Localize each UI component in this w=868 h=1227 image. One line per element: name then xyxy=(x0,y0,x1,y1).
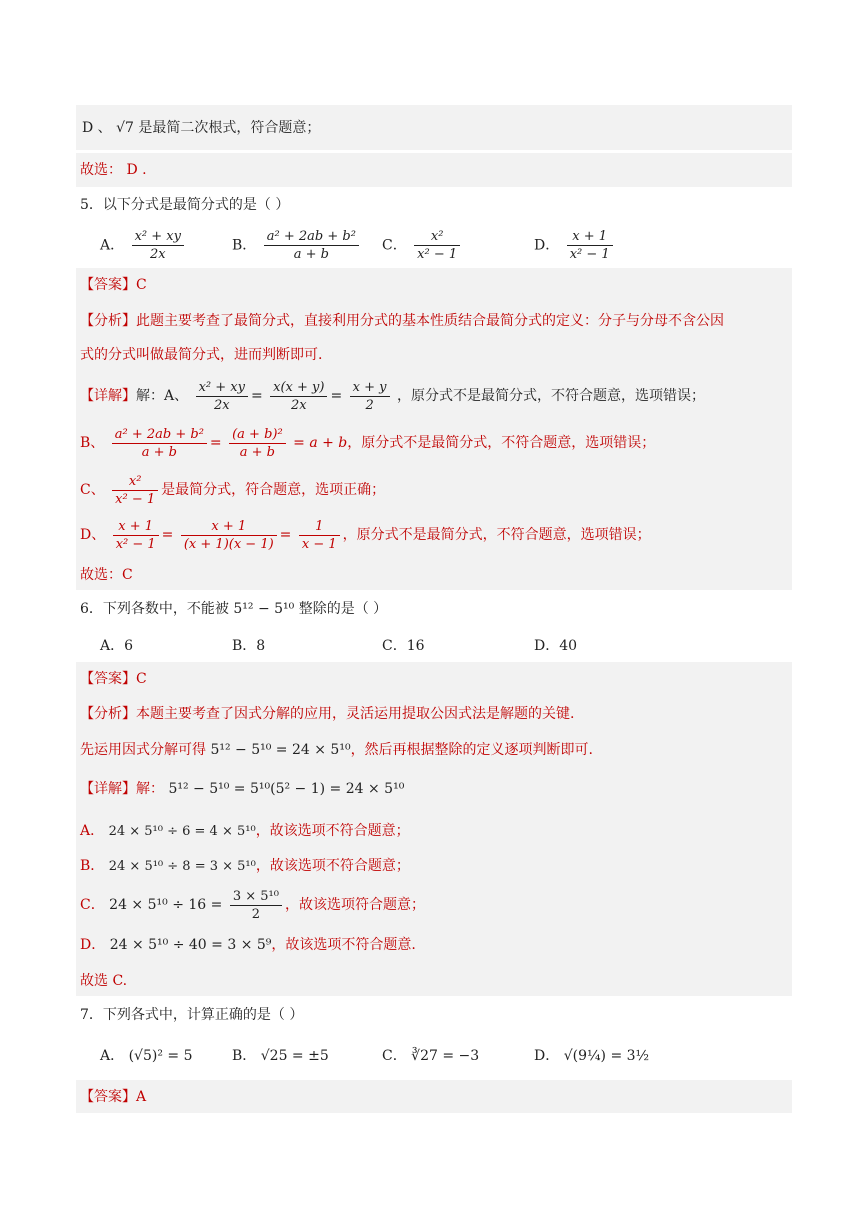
q5-detail-a-f2d: 2x xyxy=(291,397,307,413)
q5-option-c-label: C． xyxy=(382,237,407,254)
q5-detail-c-fn: x² xyxy=(112,473,158,491)
prev-d-prefix: D 、 xyxy=(82,120,112,136)
q5-detail-b-f1d: a + b xyxy=(141,444,177,460)
q6-detail-c xyxy=(80,886,425,924)
q5-option-a[interactable] xyxy=(100,228,187,263)
q5-option-c[interactable] xyxy=(382,228,463,263)
q5-answer: 【答案】C xyxy=(80,277,147,293)
q5-detail-b-prefix: B、 xyxy=(80,435,105,451)
q5-detail-b-eq: = a + b xyxy=(293,435,348,451)
q6-stem xyxy=(80,599,387,619)
q7-option-a-math: (√5)² = 5 xyxy=(128,1048,193,1064)
q6-analysis-2 xyxy=(80,740,593,760)
q5-option-c-den: x² − 1 xyxy=(417,247,458,262)
q5-option-c-num: x² xyxy=(414,228,460,246)
q6-option-c[interactable]: C．16 xyxy=(382,638,425,654)
q5-detail-tag: 【详解】 xyxy=(80,388,136,404)
q5-detail-b-f2d: a + b xyxy=(239,444,275,460)
q6-analysis-2-suffix: ，然后再根据整除的定义逐项判断即可. xyxy=(350,742,594,758)
q5-detail-c-prefix: C、 xyxy=(80,482,105,498)
q6-detail-c-math: 24 × 5¹⁰ ÷ 16 = xyxy=(109,897,223,913)
q5-option-d-label: D． xyxy=(534,237,560,254)
q5-analysis-1: 【分析】此题主要考查了最简分式，直接利用分式的基本性质结合最简分式的定义：分子与分母不含公因 xyxy=(80,313,724,329)
q6-detail-math: 5¹² − 5¹⁰ = 5¹⁰(5² − 1) = 24 × 5¹⁰ xyxy=(168,781,405,797)
q6-analysis-2-math: 5¹² − 5¹⁰ = 24 × 5¹⁰ xyxy=(210,742,351,758)
q6-detail-b-label: B． xyxy=(80,858,105,874)
q5-detail-d-f3d: x − 1 xyxy=(301,536,337,552)
prev-d-text: 是最简二次根式，符合题意； xyxy=(138,120,321,136)
q7-option-d-label: D． xyxy=(534,1048,560,1064)
q5-option-d-num: x + 1 xyxy=(567,228,613,246)
prev-d-math: √7 xyxy=(116,120,134,136)
q6-detail-d xyxy=(80,935,416,955)
q7-option-c-math: ∛27 = −3 xyxy=(411,1048,480,1064)
q6-option-b[interactable]: B．8 xyxy=(232,638,266,654)
q5-option-d-den: x² − 1 xyxy=(569,247,610,262)
q5-detail-c xyxy=(80,472,385,508)
q6-answer: 【答案】C xyxy=(80,671,147,687)
q5-option-b[interactable] xyxy=(232,228,362,263)
q5-detail-d-f1n: x + 1 xyxy=(113,518,159,536)
q6-stem-math: 5¹² − 5¹⁰ xyxy=(233,601,295,617)
q5-detail-d-f2d: (x + 1)(x − 1) xyxy=(183,536,274,552)
q5-detail-c-fd: x² − 1 xyxy=(115,491,156,507)
q6-choice: 故选 C. xyxy=(80,973,128,989)
prev-choice: 故选： D . xyxy=(80,162,147,178)
q6-stem-prefix: 6．下列各数中，不能被 xyxy=(80,601,229,617)
q6-option-a[interactable]: A．6 xyxy=(100,638,134,654)
q5-detail-b-f1n: a² + 2ab + b² xyxy=(112,426,207,444)
q6-detail-a xyxy=(80,821,410,842)
q5-detail-c-text: 是最简分式，符合题意，选项正确； xyxy=(161,482,386,498)
q7-option-b-math: √25 = ±5 xyxy=(260,1048,329,1064)
q5-detail-a-text: ，原分式不是最简分式，不符合题意，选项错误； xyxy=(396,388,705,404)
q5-detail-d-text: ，原分式不是最简分式，不符合题意，选项错误； xyxy=(342,527,651,543)
q6-detail-c-text: ，故该选项符合题意； xyxy=(284,897,425,913)
q5-analysis-2: 式的分式叫做最简分式，进而判断即可. xyxy=(80,347,323,363)
q6-detail-b-text: ，故该选项不符合题意； xyxy=(255,858,410,874)
q6-stem-suffix: 整除的是（ ） xyxy=(298,601,388,617)
q5-option-d[interactable] xyxy=(534,228,616,263)
q6-detail-d-label: D． xyxy=(80,937,106,953)
q5-detail-a: 【详解】解：A、 $\frac{\text{x² + xy}}{2x}$ = $\frac{x(x + y)}{2x}$ = $\frac{x + y}{2}$ ，原分式不是最简分式，不符合题意，选项错误； xyxy=(80,379,705,413)
q6-detail-c-fn: 3 × 5¹⁰ xyxy=(230,888,282,906)
q6-analysis-2-prefix: 先运用因式分解可得 xyxy=(80,742,206,758)
q6-detail-b-math: 24 × 5¹⁰ ÷ 8 = 3 × 5¹⁰ xyxy=(108,859,256,874)
q7-option-a-label: A． xyxy=(100,1048,125,1064)
q5-option-a-num: x² + xy xyxy=(132,228,184,246)
q6-detail-tag: 【详解】 xyxy=(80,781,136,797)
q7-option-c-label: C． xyxy=(382,1048,407,1064)
q5-option-b-den: a + b xyxy=(293,247,329,262)
q7-option-b[interactable] xyxy=(232,1045,329,1065)
q6-detail-prefix: 解： xyxy=(136,781,164,797)
q6-detail-a-text: ，故该选项不符合题意； xyxy=(255,823,410,839)
q7-option-b-label: B． xyxy=(232,1048,257,1064)
q5-detail-a-prefix: 解：A、 xyxy=(136,388,189,404)
q6-detail-a-math: 24 × 5¹⁰ ÷ 6 = 4 × 5¹⁰ xyxy=(108,824,256,839)
q7-option-d[interactable] xyxy=(534,1045,649,1065)
q5-option-a-label: A． xyxy=(100,237,125,254)
prev-d-line xyxy=(82,118,320,138)
q6-option-d[interactable]: D．40 xyxy=(534,638,578,654)
q7-answer: 【答案】A xyxy=(80,1089,147,1105)
q6-detail-a-label: A． xyxy=(80,823,105,839)
q7-option-a[interactable] xyxy=(100,1045,192,1065)
q5-option-b-num: a² + 2ab + b² xyxy=(264,228,359,246)
q6-detail xyxy=(80,779,404,799)
prev-choice-block xyxy=(76,153,792,187)
q5-detail-d-f3n: 1 xyxy=(299,518,340,536)
q7-option-d-math: √(9¼) = 3½ xyxy=(563,1048,650,1064)
q6-detail-d-text: ，故该选项不符合题意. xyxy=(271,937,416,953)
q6-detail-c-label: C． xyxy=(80,897,105,913)
q5-detail-d: D、 $\frac{x + 1}{\text{x² − 1}}$ = $\frac{x + 1}{(x + 1)(x - 1)}$ = $\frac{1}{x - 1}$ ，原分式不是最简分式，不符合题意，选项错误； xyxy=(80,518,651,552)
q5-detail-d-f2n: x + 1 xyxy=(181,518,277,536)
q5-detail-b-f2n: (a + b)² xyxy=(229,426,286,444)
q6-analysis-1: 【分析】本题主要考查了因式分解的应用，灵活运用提取公因式法是解题的关键. xyxy=(80,706,575,722)
q7-option-c[interactable] xyxy=(382,1045,479,1065)
q6-detail-c-fd: 2 xyxy=(251,906,261,922)
q5-detail-d-prefix: D、 xyxy=(80,527,106,543)
q5-detail-a-f1d: 2x xyxy=(213,397,230,413)
q6-detail-b xyxy=(80,856,410,877)
q5-option-a-den: 2x xyxy=(149,247,166,262)
q5-choice: 故选：C xyxy=(80,567,133,583)
q5-detail-b-text: ，原分式不是最简分式，不符合题意，选项错误； xyxy=(347,435,656,451)
q5-detail-a-f3n: x + y xyxy=(350,379,390,397)
q7-solution-block xyxy=(76,1080,792,1113)
q5-detail-a-f1n: x² + xy xyxy=(196,379,248,397)
q7-stem: 7．下列各式中，计算正确的是（ ） xyxy=(80,1007,304,1023)
q5-option-b-label: B． xyxy=(232,237,257,254)
q5-detail-b: B、 $\frac{\text{a² + 2ab + b²}}{a + b}$ = $\frac{\text{(a + b)²}}{a + b}$ = a + b，原分式不是最简分式，不符合题意，选项错误； xyxy=(80,426,656,460)
q5-stem: 5．以下分式是最简分式的是（ ） xyxy=(80,197,290,213)
q5-detail-a-f3d: 2 xyxy=(365,397,374,413)
q6-detail-d-math: 24 × 5¹⁰ ÷ 40 = 3 × 5⁹ xyxy=(109,937,272,953)
q5-detail-d-f1d: x² − 1 xyxy=(115,536,156,552)
q5-detail-a-f2n: x(x + y) xyxy=(270,379,327,397)
